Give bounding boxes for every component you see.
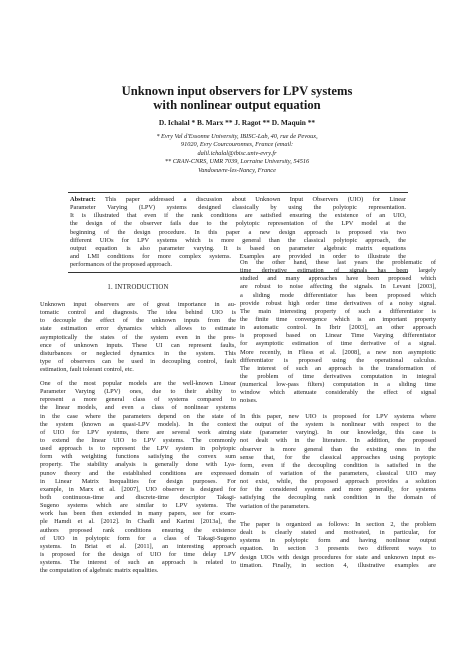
text-line: type of observers can be used in decoupling control, fault	[40, 357, 236, 365]
text-line: The interest of such an approach is the transformation of	[240, 364, 436, 372]
text-line: ple Hamdi et al. [2012]. In Chadli and Karimi [2013a], the	[40, 518, 236, 526]
title-line-1: Unknown input observers for LPV systems	[121, 84, 353, 98]
text-line: estimation, fault tolerant control, etc.	[40, 366, 134, 374]
affiliation-line: * Evry Val d'Essonne University, IBISC-Lab, 40, rue de Pevoux,	[156, 133, 318, 140]
title-line-2: with nonlinear output equation	[153, 98, 321, 112]
text-line: (numerical low-pass filters) computation in a sliding time	[240, 381, 436, 389]
paper-title	[40, 84, 434, 112]
text-line: to decouple the effect of the unknown inputs from the	[40, 317, 236, 325]
text-line: asymptotically the states of the system even in the pres-	[40, 333, 236, 341]
text-line: form with weighting functions satisfying the convex sum	[40, 453, 236, 461]
right-column-para-2	[240, 413, 436, 511]
text-line: the finite time convergence which is an important property	[240, 315, 436, 323]
left-column-para-2	[40, 380, 236, 575]
text-line: example, in Marx et al. [2007], UIO observer is designed for	[40, 485, 236, 493]
text-line: tomatic control and diagnosis. The idea behind UIO is	[40, 309, 236, 317]
text-line: Parameter Varying (LPV) systems designed classically by using the polytopic representation.	[70, 204, 406, 212]
text-line: On the other hand, these last years the problematic of	[240, 259, 436, 266]
text-line: satisfying the decoupling rank condition in the domain of	[240, 494, 436, 502]
text-line: systems in polytopic form and having nonlinear output	[240, 537, 436, 545]
text-line: systems. In Briat et al. [2011], an interesting approach	[40, 542, 236, 550]
text-line: form, even if the decoupling condition is satisfied in the	[240, 461, 436, 469]
text-line: are robust to noise affecting the signals. In Levant [2003],	[240, 283, 436, 291]
right-column-para-1	[240, 259, 436, 406]
text-line: output equation is also parameter varying. It is based on parameter algebraic matrix equations	[70, 244, 406, 252]
text-line: It is illustrated that even if the rank conditions are satisfied ensuring the existence of an UIO,	[70, 212, 406, 220]
text-line: systems. The interest of such an approach is related to	[40, 559, 236, 567]
text-line: Unknown input observers are of great importance in au-	[40, 301, 236, 308]
text-line: the design of the observer fails due to the polytopic representation of the LPV model at the	[70, 220, 406, 228]
affiliation-line: Vandoeuvre-les-Nancy, France	[198, 166, 276, 174]
text-line: represent a more general class of systems compared to	[40, 396, 236, 404]
abstract-label: Abstract:	[70, 196, 96, 203]
text-line: punov theory and the established conditions are expressed	[40, 469, 236, 477]
text-line: In this paper, new UIO is proposed for LPV systems where	[240, 413, 436, 420]
text-line: Parameter Varying (LPV) ones, due to their ability to	[40, 388, 236, 396]
text-line: the linear models, and even a class of nonlinear systems	[40, 404, 236, 412]
affiliation-line: ** CRAN-CNRS, UMR 7039, Lorraine University, 54516	[164, 158, 310, 166]
text-line: work has been then extended in many papers, see for exam-	[40, 510, 236, 518]
text-line: not exist, while, the proposed approach provides a solution	[240, 478, 436, 486]
text-line: of UIO in polytopic form for a class of Takagi-Sugeno	[40, 534, 236, 542]
text-line: for asymptotic estimation of time derivative of a signal.	[240, 340, 436, 348]
author-list: D. Ichalal * B. Marx ** J. Ragot ** D. Maquin **	[158, 118, 316, 127]
text-line: domain of variation of the parameters, classical UIO may	[240, 469, 436, 477]
text-line: of UIO for LPV systems, there are several work aiming	[40, 428, 236, 436]
text-line: and LMI conditions for more complex systems. Examples are provided in order to illustrate the	[70, 252, 406, 260]
text-line: state (parameter varying). In our knowledge, this case is	[240, 429, 436, 437]
text-line: the system (known as quasi-LPV models). In the context	[40, 420, 236, 428]
text-line: in automatic control. In Ibrir [2003], an other approach	[240, 324, 436, 332]
text-line: the problem of time derivatives computation in integral	[240, 372, 436, 380]
text-line: property. The stability analysis is generally done with Lya-	[40, 461, 236, 469]
text-line: time derivative estimation of signals has been largely	[240, 267, 436, 275]
text-line: Sugeno systems which are similar to LPV systems. The	[40, 502, 236, 510]
text-line: authors proposed rank conditions ensuring the existence	[40, 526, 236, 534]
text-line: The main interesting property of such a differentiator is	[240, 307, 436, 315]
text-line: is proposed based on Linear Time Varying differentiator	[240, 332, 436, 340]
text-line: the computation of algebraic matrix equalities.	[40, 567, 159, 575]
text-line: for the considered systems and more generally, for systems	[240, 486, 436, 494]
text-line: beginning of the design procedure. In this paper a new design approach is proposed via two	[70, 228, 406, 236]
text-line: performances of the proposed approach.	[70, 261, 172, 269]
abstract-first-line: This paper addressed a discussion about Unknown Input Observers (UIO) for Linear	[95, 196, 406, 203]
text-line: to extend the linear UIO to LPV systems. The commonly	[40, 436, 236, 444]
text-line: state estimation error dynamics which allows to estimate	[40, 325, 236, 333]
abstract-top-rule	[68, 192, 408, 193]
text-line: different UIOs for LPV systems which is more general than the classical polytopic approach, the	[70, 236, 406, 244]
right-column-para-3	[240, 521, 436, 570]
text-line: is proposed for the design of UIO for time delay LPV	[40, 550, 236, 558]
text-line: observer is more general than the existing ones in the	[240, 445, 436, 453]
text-line: dealt is clearly stated and motivated, in particular, for	[240, 529, 436, 537]
text-line: both continuous-time and discrete-time descriptor Takagi-	[40, 493, 236, 501]
text-line: More recently, in Fliess et al. [2008], a new non asymptotic	[240, 348, 436, 356]
text-line: a sliding mode differentiator has been proposed which	[240, 291, 436, 299]
text-line: variation of the parameters.	[240, 502, 310, 510]
text-line: provide robust high order time derivatives of a noisy signal.	[240, 299, 436, 307]
text-line: not dealt with in the literature. In addition, the proposed	[240, 437, 436, 445]
affiliations	[40, 133, 434, 175]
text-line: design UIOs with design procedures for state and unknown input es-	[240, 553, 436, 561]
text-line: One of the most popular models are the well-known Linear	[40, 380, 236, 387]
text-line: in the case where the parameters depend on the state of	[40, 412, 236, 420]
left-column-para-1	[40, 301, 236, 374]
section-heading: 1. INTRODUCTION	[107, 284, 169, 291]
text-line: The paper is organized as follows: In section 2, the problem	[240, 521, 436, 528]
text-line: in Linear Matrix Inequalities for design purposes. For	[40, 477, 236, 485]
text-line: differentiator is proposed using the operational calculus.	[240, 356, 436, 364]
text-line: studied and many approaches have been proposed which	[240, 275, 436, 283]
text-line: ence of unknown inputs. These UI can represent faults,	[40, 341, 236, 349]
abstract-line	[70, 196, 406, 204]
text-line: disturbances or neglected dynamics in the system. This	[40, 349, 236, 357]
affiliation-line: 91020, Evry Courcouronnes, France (email:	[180, 141, 294, 149]
text-line: noises.	[240, 397, 258, 405]
affiliation-line: dalil.ichalal@ibisc.univ-evry.fr	[197, 149, 277, 157]
text-line: window which attenuate considerably the effect of signal	[240, 389, 436, 397]
text-line: used approach is to represent the LPV system in polytopic	[40, 445, 236, 453]
text-line: sense that, for the classical approaches using poytopic	[240, 453, 436, 461]
text-line: equation. In section 3 presents two different ways to	[240, 545, 436, 553]
text-line: the output of the system is nonlinear with respect to the	[240, 421, 436, 429]
text-line: timation. Finally, in section 4, illustrative examples are	[240, 561, 436, 569]
